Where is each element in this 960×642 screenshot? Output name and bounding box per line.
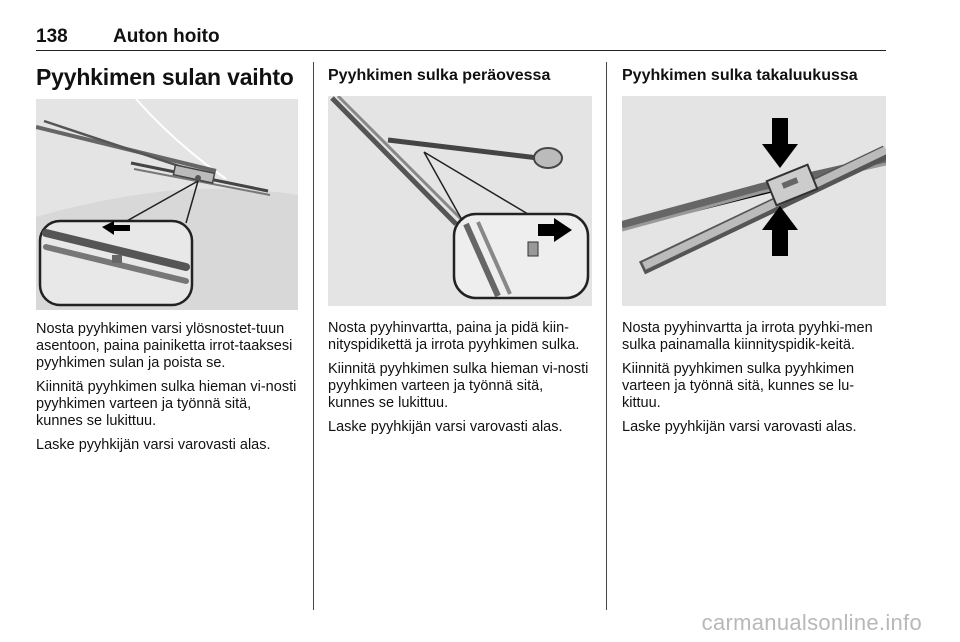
column-divider: [606, 62, 607, 610]
column-rear-door-wiper: [328, 62, 592, 443]
instruction-text: Laske pyyhkijän varsi varovasti alas.: [328, 419, 563, 435]
section-title: Pyyhkimen sulan vaihto: [36, 64, 294, 90]
watermark: carmanualsonline.info: [701, 610, 922, 635]
page-header: [36, 26, 886, 52]
instruction-text: Kiinnitä pyyhkimen sulka pyyhkimen varteen ja työnnä sitä, kunnes se lu-kittuu.: [622, 361, 855, 411]
tailgate-wiper-clip-illustration: [622, 96, 886, 306]
rear-door-wiper-illustration: [328, 96, 592, 306]
column-divider: [313, 62, 314, 610]
instruction-text: Laske pyyhkijän varsi varovasti alas.: [36, 437, 271, 453]
column-windshield-wiper: [36, 62, 298, 461]
instruction-text: Nosta pyyhkimen varsi ylösnostet-tuun asentoon, paina painiketta irrot-taaksesi pyyhkimen sulan ja poista se.: [36, 321, 293, 371]
header-rule: [36, 50, 886, 51]
running-title: Auton hoito: [113, 26, 220, 47]
column-tailgate-wiper: [622, 62, 886, 443]
instruction-text: Kiinnitä pyyhkimen sulka hieman vi-nosti pyyhkimen varteen ja työnnä sitä, kunnes se lukittuu.: [36, 379, 297, 429]
instruction-text: Nosta pyyhinvartta, paina ja pidä kiin-nityspidikettä ja irrota pyyhkimen sulka.: [328, 320, 580, 353]
instruction-text: Nosta pyyhinvartta ja irrota pyyhki-men sulka painamalla kiinnityspidik-keitä.: [622, 320, 873, 353]
section-title: Pyyhkimen sulka peräovessa: [328, 67, 551, 84]
wiper-blade-windshield-illustration: [36, 99, 298, 310]
page-number: 138: [36, 26, 68, 47]
section-title: Pyyhkimen sulka takaluukussa: [622, 67, 858, 84]
instruction-text: Laske pyyhkijän varsi varovasti alas.: [622, 419, 857, 435]
instruction-text: Kiinnitä pyyhkimen sulka hieman vi-nosti pyyhkimen varteen ja työnnä sitä, kunnes se lukittuu.: [328, 361, 589, 411]
